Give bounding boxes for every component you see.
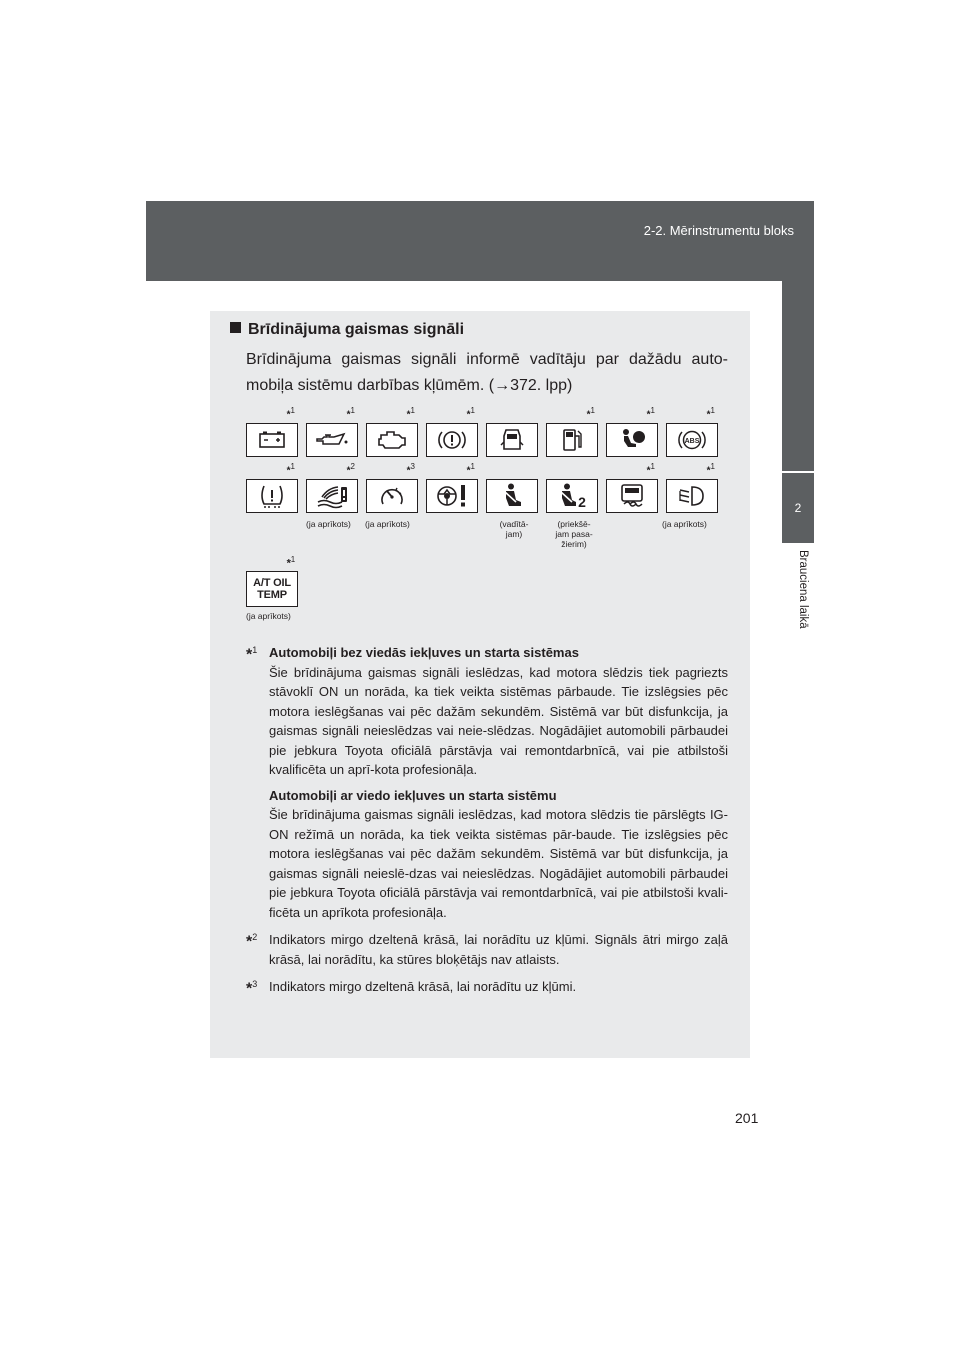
footnote-1b-title: Automobiļi ar viedo iekļuves un starta sistēmu	[269, 787, 557, 803]
oil-pressure-icon: *$^1$	[306, 423, 358, 457]
warning-icons-row-3	[246, 555, 298, 607]
slip-indicator-icon: *$^1$	[606, 479, 658, 513]
footnote-2	[246, 930, 728, 969]
power-steering-icon: *$^1$	[426, 479, 478, 513]
footnote-1	[246, 643, 728, 922]
footnote-3-mark: *$^3$	[246, 979, 258, 998]
low-coolant-icon: *$^2$	[306, 479, 358, 513]
caption-passenger: (priekšē- jam pasa- žierim)	[555, 519, 593, 549]
abs-icon: *$^1$ ABS	[666, 423, 718, 457]
square-bullet-icon	[230, 322, 241, 333]
section-title: Brīdinājuma gaismas signāli	[230, 321, 464, 339]
chapter-label: Brauciena laikā	[797, 550, 809, 629]
at-oil-line1: A/T OIL	[253, 577, 291, 589]
header-band	[146, 201, 814, 281]
warning-icons-row-2	[246, 462, 718, 513]
intro-text: Brīdinājuma gaismas signāli informē vadītāju par dažādu auto-mobiļa sistēmu darbības kļūmēm. (→372. lpp)	[246, 351, 728, 394]
battery-icon: *$^1$	[246, 423, 298, 457]
footnote-1-title: Automobiļi bez viedās iekļuves un starta sistēmas	[269, 645, 579, 660]
caption-driver: (vadītā- jam)	[499, 519, 529, 539]
passenger-seatbelt-icon	[546, 479, 598, 513]
footnote-3-text: Indikators mirgo dzeltenā krāsā, lai norādītu uz kļūmi.	[269, 979, 577, 994]
footnote-3	[246, 977, 728, 997]
tire-pressure-icon: *$^1$	[246, 479, 298, 513]
warning-lights-panel	[210, 311, 750, 1058]
caption-headlight: (ja aprīkots)	[662, 519, 707, 529]
footnote-1-mark: *$^1$	[246, 645, 258, 664]
warning-icons-row-1	[246, 406, 718, 457]
at-oil-line2: TEMP	[257, 589, 287, 601]
footnotes	[246, 643, 728, 1005]
open-door-icon	[486, 423, 538, 457]
driver-seatbelt-icon	[486, 479, 538, 513]
low-fuel-icon: *$^1$	[546, 423, 598, 457]
caption-coolant: (ja aprīkots)	[306, 519, 351, 529]
speedometer-warning-icon: *$^3$	[366, 479, 418, 513]
footnote-1b-text: Šie brīdinājuma gaismas signāli ieslēdzas, kad motora slēdzis tie pārslēgts IG-ON režīmā un norāda, ka tiek veikta sistēmas pār-baude. Tie izslēgsies pēc motora ieslēgšanas vai pēc dažām sekundēm. Sistēmā var būt disfunkcija, ja gaismas signāli neieslē-dzas vai neieslēdzas. Nogādājiet automobili pārbaudei pie jebkura Toyota oficiālā pārstāvja vai remontdarbnīcā, vai pie atbilstoši kvali-ficēta un aprīkota profesionāļa.	[269, 807, 728, 920]
srs-airbag-icon: *$^1$	[606, 423, 658, 457]
brake-warning-icon: *$^1$	[426, 423, 478, 457]
footnote-2-mark: *$^2$	[246, 932, 258, 951]
at-oil-temp-icon: *$^1$ A/T OIL TEMP	[246, 571, 298, 607]
side-strip	[782, 281, 814, 471]
footnote-2-text: Indikators mirgo dzeltenā krāsā, lai norādītu uz kļūmi. Signāls ātri mirgo zaļā krāsā, lai norādītu, ka stūres bloķētājs nav atlaists.	[269, 932, 728, 967]
section-header: 2-2. Mērinstrumentu bloks	[643, 223, 794, 238]
caption-at-oil: (ja aprīkots)	[246, 611, 291, 621]
headlight-leveling-icon: *$^1$	[666, 479, 718, 513]
passenger-number: 2	[578, 494, 586, 510]
check-engine-icon: *$^1$	[366, 423, 418, 457]
footnote-1-text: Šie brīdinājuma gaismas signāli ieslēdzas, kad motora slēdzis tiek pagriezts stāvoklī ON un norāda, ka tiek veikta sistēmas pārbaude. Tie izslēgsies pēc motora ieslēgšanas vai pēc dažām sekundēm. Sistēmā var būt disfunkcija, ja gaismas signāli neieslēdzas vai neie-slēdzas. Nogādājiet automobili pārbaudei pie jebkura Toyota oficiālā pārstāvja vai remontdarbnīcā, vai pie atbilstoši kvalificēta un aprī-kota profesionāļa.	[269, 664, 728, 777]
chapter-tab: 2	[782, 473, 814, 543]
page-number: 201	[735, 1110, 759, 1126]
caption-speedometer: (ja aprīkots)	[365, 519, 410, 529]
abs-label: ABS	[684, 438, 700, 445]
